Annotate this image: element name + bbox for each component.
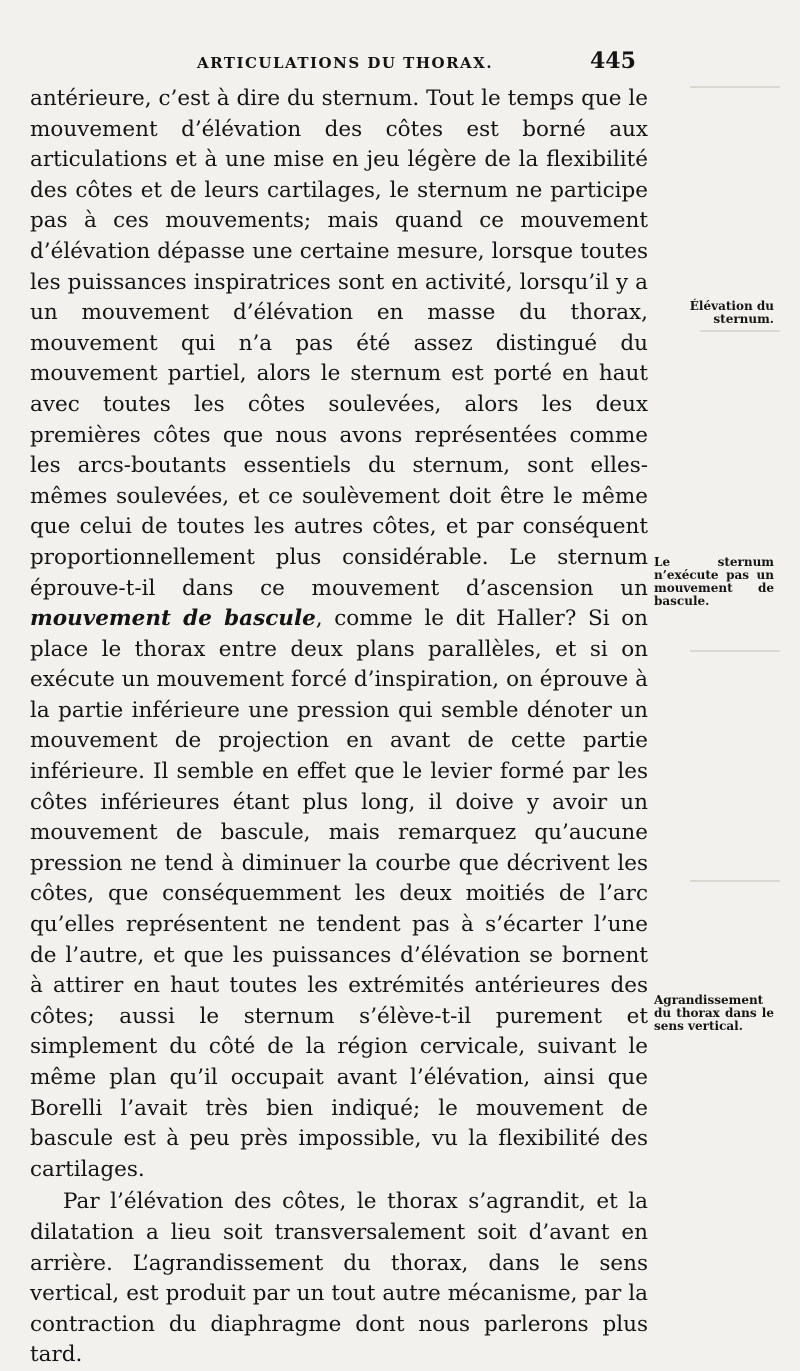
body-text (30, 84, 648, 1371)
margin-note-bascule: Le sternum n’exécute pas un mouvement de bascule. (654, 555, 774, 608)
bleed-through-artifact (690, 650, 780, 712)
paragraph-1-italic-term: mouvement de bascule (30, 606, 316, 632)
bleed-through-artifact (700, 330, 780, 402)
bleed-through-artifact (690, 880, 780, 922)
margin-note-agrandissement: Agrandissement du thorax dans le sens vertical. (654, 993, 774, 1033)
bleed-through-artifact (690, 86, 780, 128)
page-number: 445 (590, 48, 636, 74)
paragraph-1-text-a: antérieure, c’est à dire du sternum. Tout le temps que le mouvement d’élévation des côtes est borné aux articulations et à une mise en jeu légère de la flexibilité des côtes et de leurs cartilages, le sternum ne participe pas à ces mouvements; mais quand ce mouvement d’élévation dépasse une certaine mesure, lorsque toutes les puissances inspiratrices sont en activité, lorsqu’il y a un mouvement d’élévation en masse du thorax, mouvement qui n’a pas été assez distingué du mouvement partiel, alors le sternum est porté en haut avec toutes les côtes soulevées, alors les deux premières côtes que nous avons représentées comme les arcs-boutants essentiels du sternum, sont elles-mêmes soulevées, et ce soulèvement doit être le même que celui de toutes les autres côtes, et par conséquent proportionnellement plus considérable. Le sternum éprouve-t-il dans ce mouvement d’ascension un (30, 86, 648, 601)
paragraph-1 (30, 84, 648, 1185)
margin-note-elevation: Élévation du sternum. (689, 299, 774, 326)
paragraph-1-text-b: , comme le dit Haller? Si on place le thorax entre deux plans parallèles, et si on exécute un mouvement forcé d’inspiration, on éprouve à la partie inférieure une pression qui semble dénoter un mouvement de projection en avant de cette partie inférieure. Il semble en effet que le levier formé par les côtes inférieures étant plus long, il doive y avoir un mouvement de bascule, mais remarquez qu’aucune pression ne tend à diminuer la courbe que décrivent les côtes, que conséquemment les deux moitiés de l’arc qu’elles représentent ne tendent pas à s’écarter l’une de l’autre, et que les puissances d’élévation se bornent à attirer en haut toutes les extrémités antérieures des côtes; aussi le sternum s’élève-t-il purement et simplement du côté de la région cervicale, suivant le même plan qu’il occupait avant l’élévation, ainsi que Borelli l’avait très bien indiqué; le mouvement de bascule est à peu près impossible, vu la flexibilité des cartilages. (30, 606, 648, 1182)
paragraph-2: Par l’élévation des côtes, le thorax s’agrandit, et la dilatation a lieu soit transversalement soit d’avant en arrière. L’agrandissement du thorax, dans le sens vertical, est produit par un tout autre mécanisme, par la contraction du diaphragme dont nous parlerons plus tard. (30, 1189, 648, 1368)
running-head: ARTICULATIONS DU THORAX. (196, 54, 494, 72)
